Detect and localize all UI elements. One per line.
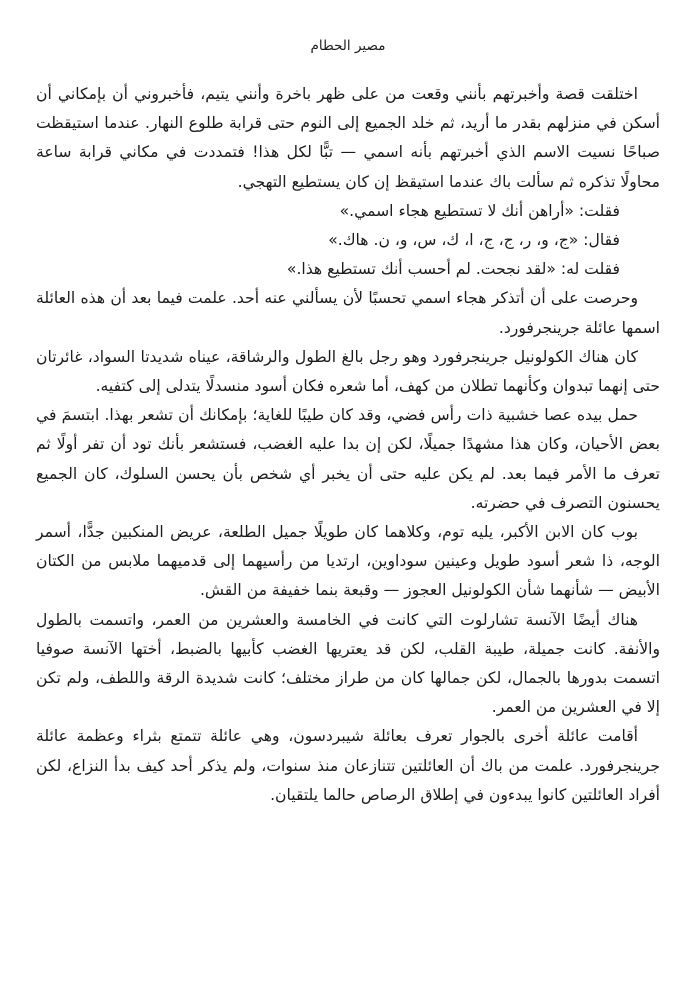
dialogue-line: فقلت: «أراهن أنك لا تستطيع هجاء اسمي.» xyxy=(339,201,620,220)
dialogue-line: فقلت له: «لقد نجحت. لم أحسب أنك تستطيع هذا.» xyxy=(286,260,620,279)
paragraph: وحرصت على أن أتذكر هجاء اسمي تحسبًا لأن يسألني عنه أحد. علمت فيما بعد أن هذه العائلة اسمها عائلة جرينجرفورد. xyxy=(36,289,660,337)
paragraph: اختلقت قصة وأخبرتهم بأنني وقعت من على ظهر باخرة وأنني يتيم، فأخبروني أن بإمكاني أن أسكن في منزلهم بقدر ما أريد، ثم خلد الجميع إلى النوم حتى قرابة طلوع النهار. عندما استيقظت صباحًا نسيت الاسم الذي أخبرتهم بأنه اسمي — تبًّا لكل هذا! فتمددت في مكاني قرابة ساعة محاولًا تذكره ثم سألت باك عندما استيقظ إن كان يستطيع التهجي. xyxy=(36,85,660,191)
paragraph: بوب كان الابن الأكبر، يليه توم، وكلاهما كان طويلًا جميل الطلعة، عريض المنكبين جدًّا، أسمر الوجه، ذا شعر أسود طويل وعينين سوداوين، ارتديا من رأسيهما إلى قدميهما ملابس من الكتان الأبيض — شأنهما شأن الكولونيل العجوز — وقبعة بنما خفيفة من القش. xyxy=(36,523,660,600)
paragraph: حمل بيده عصا خشبية ذات رأس فضي، وقد كان طيبًا للغاية؛ بإمكانك أن تشعر بهذا. ابتسمَ في بعض الأحيان، وكان هذا مشهدًا جميلًا، لكن إن بدا عليه الغضب، فستشعر بأنك تود أن تفر أولًا ثم تعرف ما الأمر فيما بعد. لم يكن عليه حتى أن يخبر أي شخص بأن يحسن السلوك، كان الجميع يحسنون التصرف في حضرته. xyxy=(36,406,660,512)
body-text xyxy=(36,80,660,810)
paragraph: أقامت عائلة أخرى بالجوار تعرف بعائلة شيبردسون، وهي عائلة تتمتع بثراء وعظمة عائلة جرينجرفورد. علمت من باك أن العائلتين تتنازعان منذ سنوات، ولم يذكر أحد كيف بدأ النزاع، لكن أفراد العائلتين كانوا يبدءون في إطلاق الرصاص حالما يلتقيان. xyxy=(36,727,660,804)
running-header: مصير الحطام xyxy=(310,38,386,54)
paragraph: كان هناك الكولونيل جرينجرفورد وهو رجل بالغ الطول والرشاقة، عيناه شديدتا السواد، غائرتان حتى إنهما تبدوان وكأنهما تطلان من كهف، أما شعره فكان أسود منسدلًا يتدلى إلى كتفيه. xyxy=(36,347,660,396)
dialogue-line: فقال: «ج، و، ر، ج، ج، ا، ك، س، و، ن. هاك.» xyxy=(328,231,620,250)
paragraph: هناك أيضًا الآنسة تشارلوت التي كانت في الخامسة والعشرين من العمر، واتسمت بالطول والأنفة. كانت جميلة، طيبة القلب، لكن قد يعتريها الغضب كأبيها بالضبط، أختها الآنسة صوفيا اتسمت بدورها بالجمال، لكن جمالها كان من طراز مختلف؛ كانت شديدة الرقة واللطف، ولم تكن إلا في العشرين من العمر. xyxy=(36,610,660,717)
